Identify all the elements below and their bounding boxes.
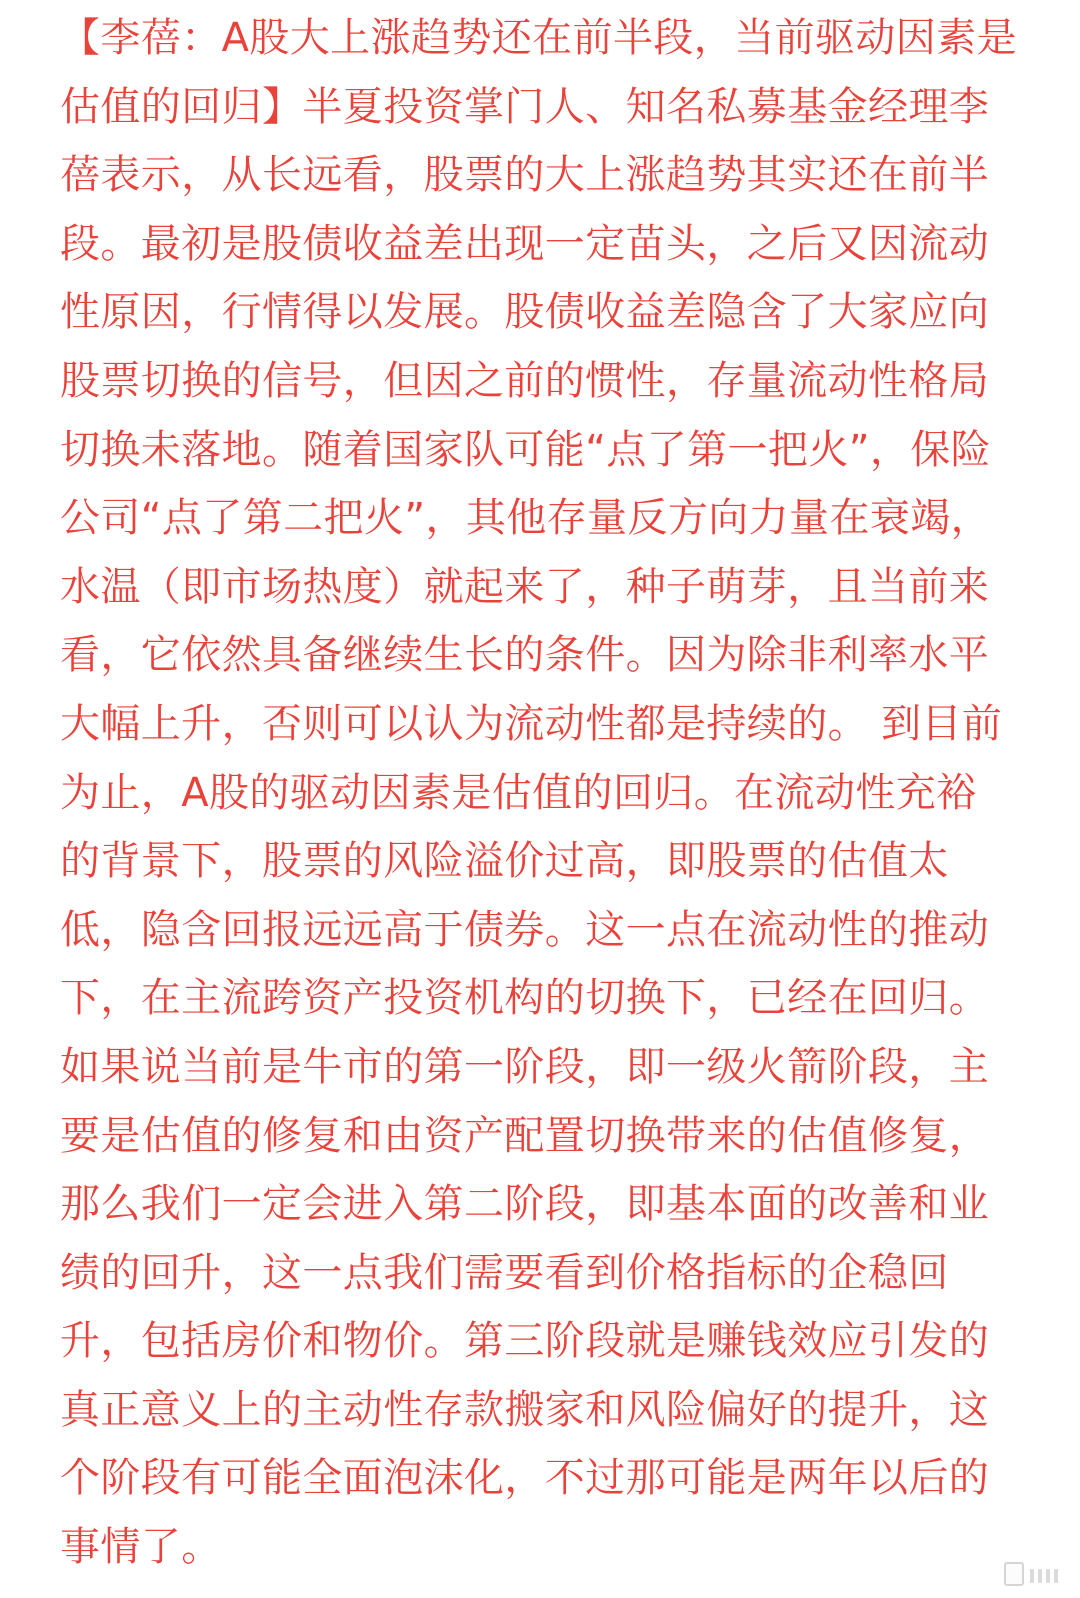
article-line: 为止，A股的驱动因素是估值的回归。在流动性充裕 xyxy=(60,769,977,816)
article-line: 升，包括房价和物价。第三阶段就是赚钱效应引发的 xyxy=(60,1318,990,1365)
article-line: 估值的回归】半夏投资掌门人、知名私募基金经理李 xyxy=(60,83,990,130)
article-line: 下，在主流跨资产投资机构的切换下，已经在回归。 xyxy=(60,975,990,1022)
article-body xyxy=(60,4,1022,1594)
article-line: 股票切换的信号，但因之前的惯性，存量流动性格局 xyxy=(60,357,990,404)
article-line: 要是估值的修复和由资产配置切换带来的估值修复， xyxy=(60,1112,990,1159)
article-line: 那么我们一定会进入第二阶段，即基本面的改善和业 xyxy=(60,1181,990,1228)
article-line: 切换未落地。随着国家队可能“点了第一把火”，保险 xyxy=(60,426,992,473)
article-line: 个阶段有可能全面泡沫化，不过那可能是两年以后的 xyxy=(60,1455,990,1502)
article-line: 公司“点了第二把火”，其他存量反方向力量在衰竭， xyxy=(60,495,992,542)
watermark-box-icon xyxy=(1004,1562,1024,1586)
article-line: 绩的回升，这一点我们需要看到价格指标的企稳回 xyxy=(60,1249,949,1296)
article-line: 蓓表示，从长远看，股票的大上涨趋势其实还在前半 xyxy=(60,152,990,199)
article-line: 性原因，行情得以发展。股债收益差隐含了大家应向 xyxy=(60,289,990,336)
article-line: 大幅上升，否则可以认为流动性都是持续的。 到目前 xyxy=(60,700,1003,747)
article-line: 低，隐含回报远远高于债券。这一点在流动性的推动 xyxy=(60,906,990,953)
article-line: 事情了。 xyxy=(60,1524,222,1571)
article-line: 【李蓓：A股大上涨趋势还在前半段，当前驱动因素是 xyxy=(60,15,1017,61)
article-line: 水温（即市场热度）就起来了，种子萌芽，且当前来 xyxy=(60,563,990,610)
watermark-logo xyxy=(1004,1560,1058,1586)
watermark-bars-icon xyxy=(1030,1569,1058,1586)
article-line: 看，它依然具备继续生长的条件。因为除非利率水平 xyxy=(60,632,990,679)
article-line: 的背景下，股票的风险溢价过高，即股票的估值太 xyxy=(60,838,949,885)
article-line: 如果说当前是牛市的第一阶段，即一级火箭阶段，主 xyxy=(60,1043,990,1090)
article-line: 真正意义上的主动性存款搬家和风险偏好的提升，这 xyxy=(60,1386,990,1433)
article-line: 段。最初是股债收益差出现一定苗头，之后又因流动 xyxy=(60,220,990,267)
